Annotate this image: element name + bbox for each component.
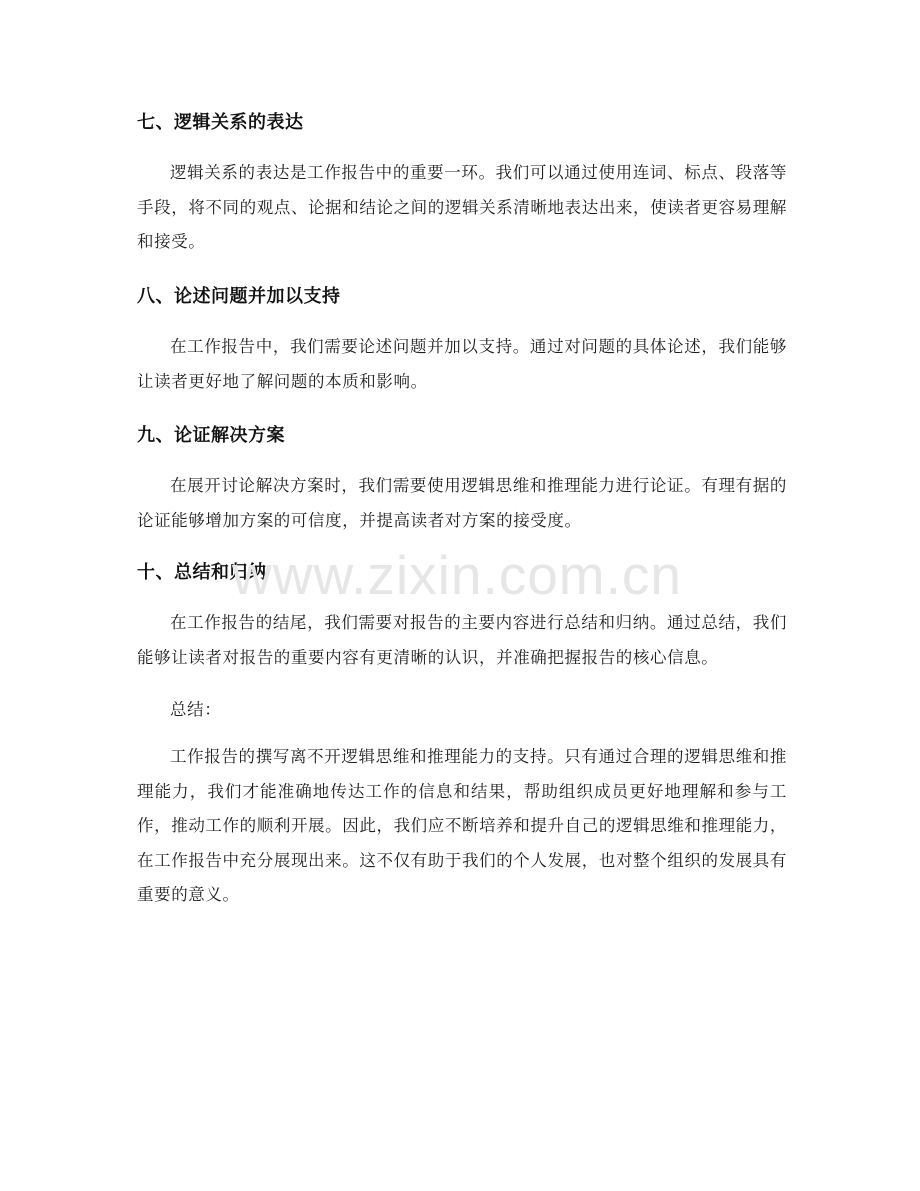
section-8-heading: 八、论述问题并加以支持 — [137, 286, 341, 307]
section-7-paragraph: 逻辑关系的表达是工作报告中的重要一环。我们可以通过使用连词、标点、段落等手段，将不同的观点、论据和结论之间的逻辑关系清晰地表达出来，使读者更容易理解和接受。 — [137, 163, 787, 251]
summary-label: 总结： — [170, 700, 222, 719]
section-10-paragraph: 在工作报告的结尾，我们需要对报告的主要内容进行总结和归纳。通过总结，我们能够让读者对报告的重要内容有更清晰的认识，并准确把握报告的核心信息。 — [137, 613, 787, 667]
section-9-paragraph: 在展开讨论解决方案时，我们需要使用逻辑思维和推理能力进行论证。有理有据的论证能够增加方案的可信度，并提高读者对方案的接受度。 — [137, 476, 787, 530]
section-9-heading: 九、论证解决方案 — [137, 425, 285, 446]
section-10-heading: 十、总结和归纳 — [137, 562, 267, 583]
watermark: www.zixin.com.cn — [232, 544, 682, 606]
summary-paragraph: 工作报告的撰写离不开逻辑思维和推理能力的支持。只有通过合理的逻辑思维和推理能力，我们才能准确地传达工作的信息和结果，帮助组织成员更好地理解和参与工作，推动工作的顺利开展。因此，我们应不断培养和提升自己的逻辑思维和推理能力，在工作报告中充分展现出来。这不仅有助于我们的个人发展，也对整个组织的发展具有重要的意义。 — [137, 747, 787, 904]
section-8-paragraph: 在工作报告中，我们需要论述问题并加以支持。通过对问题的具体论述，我们能够让读者更好地了解问题的本质和影响。 — [137, 337, 787, 391]
section-7-heading: 七、逻辑关系的表达 — [137, 112, 304, 133]
